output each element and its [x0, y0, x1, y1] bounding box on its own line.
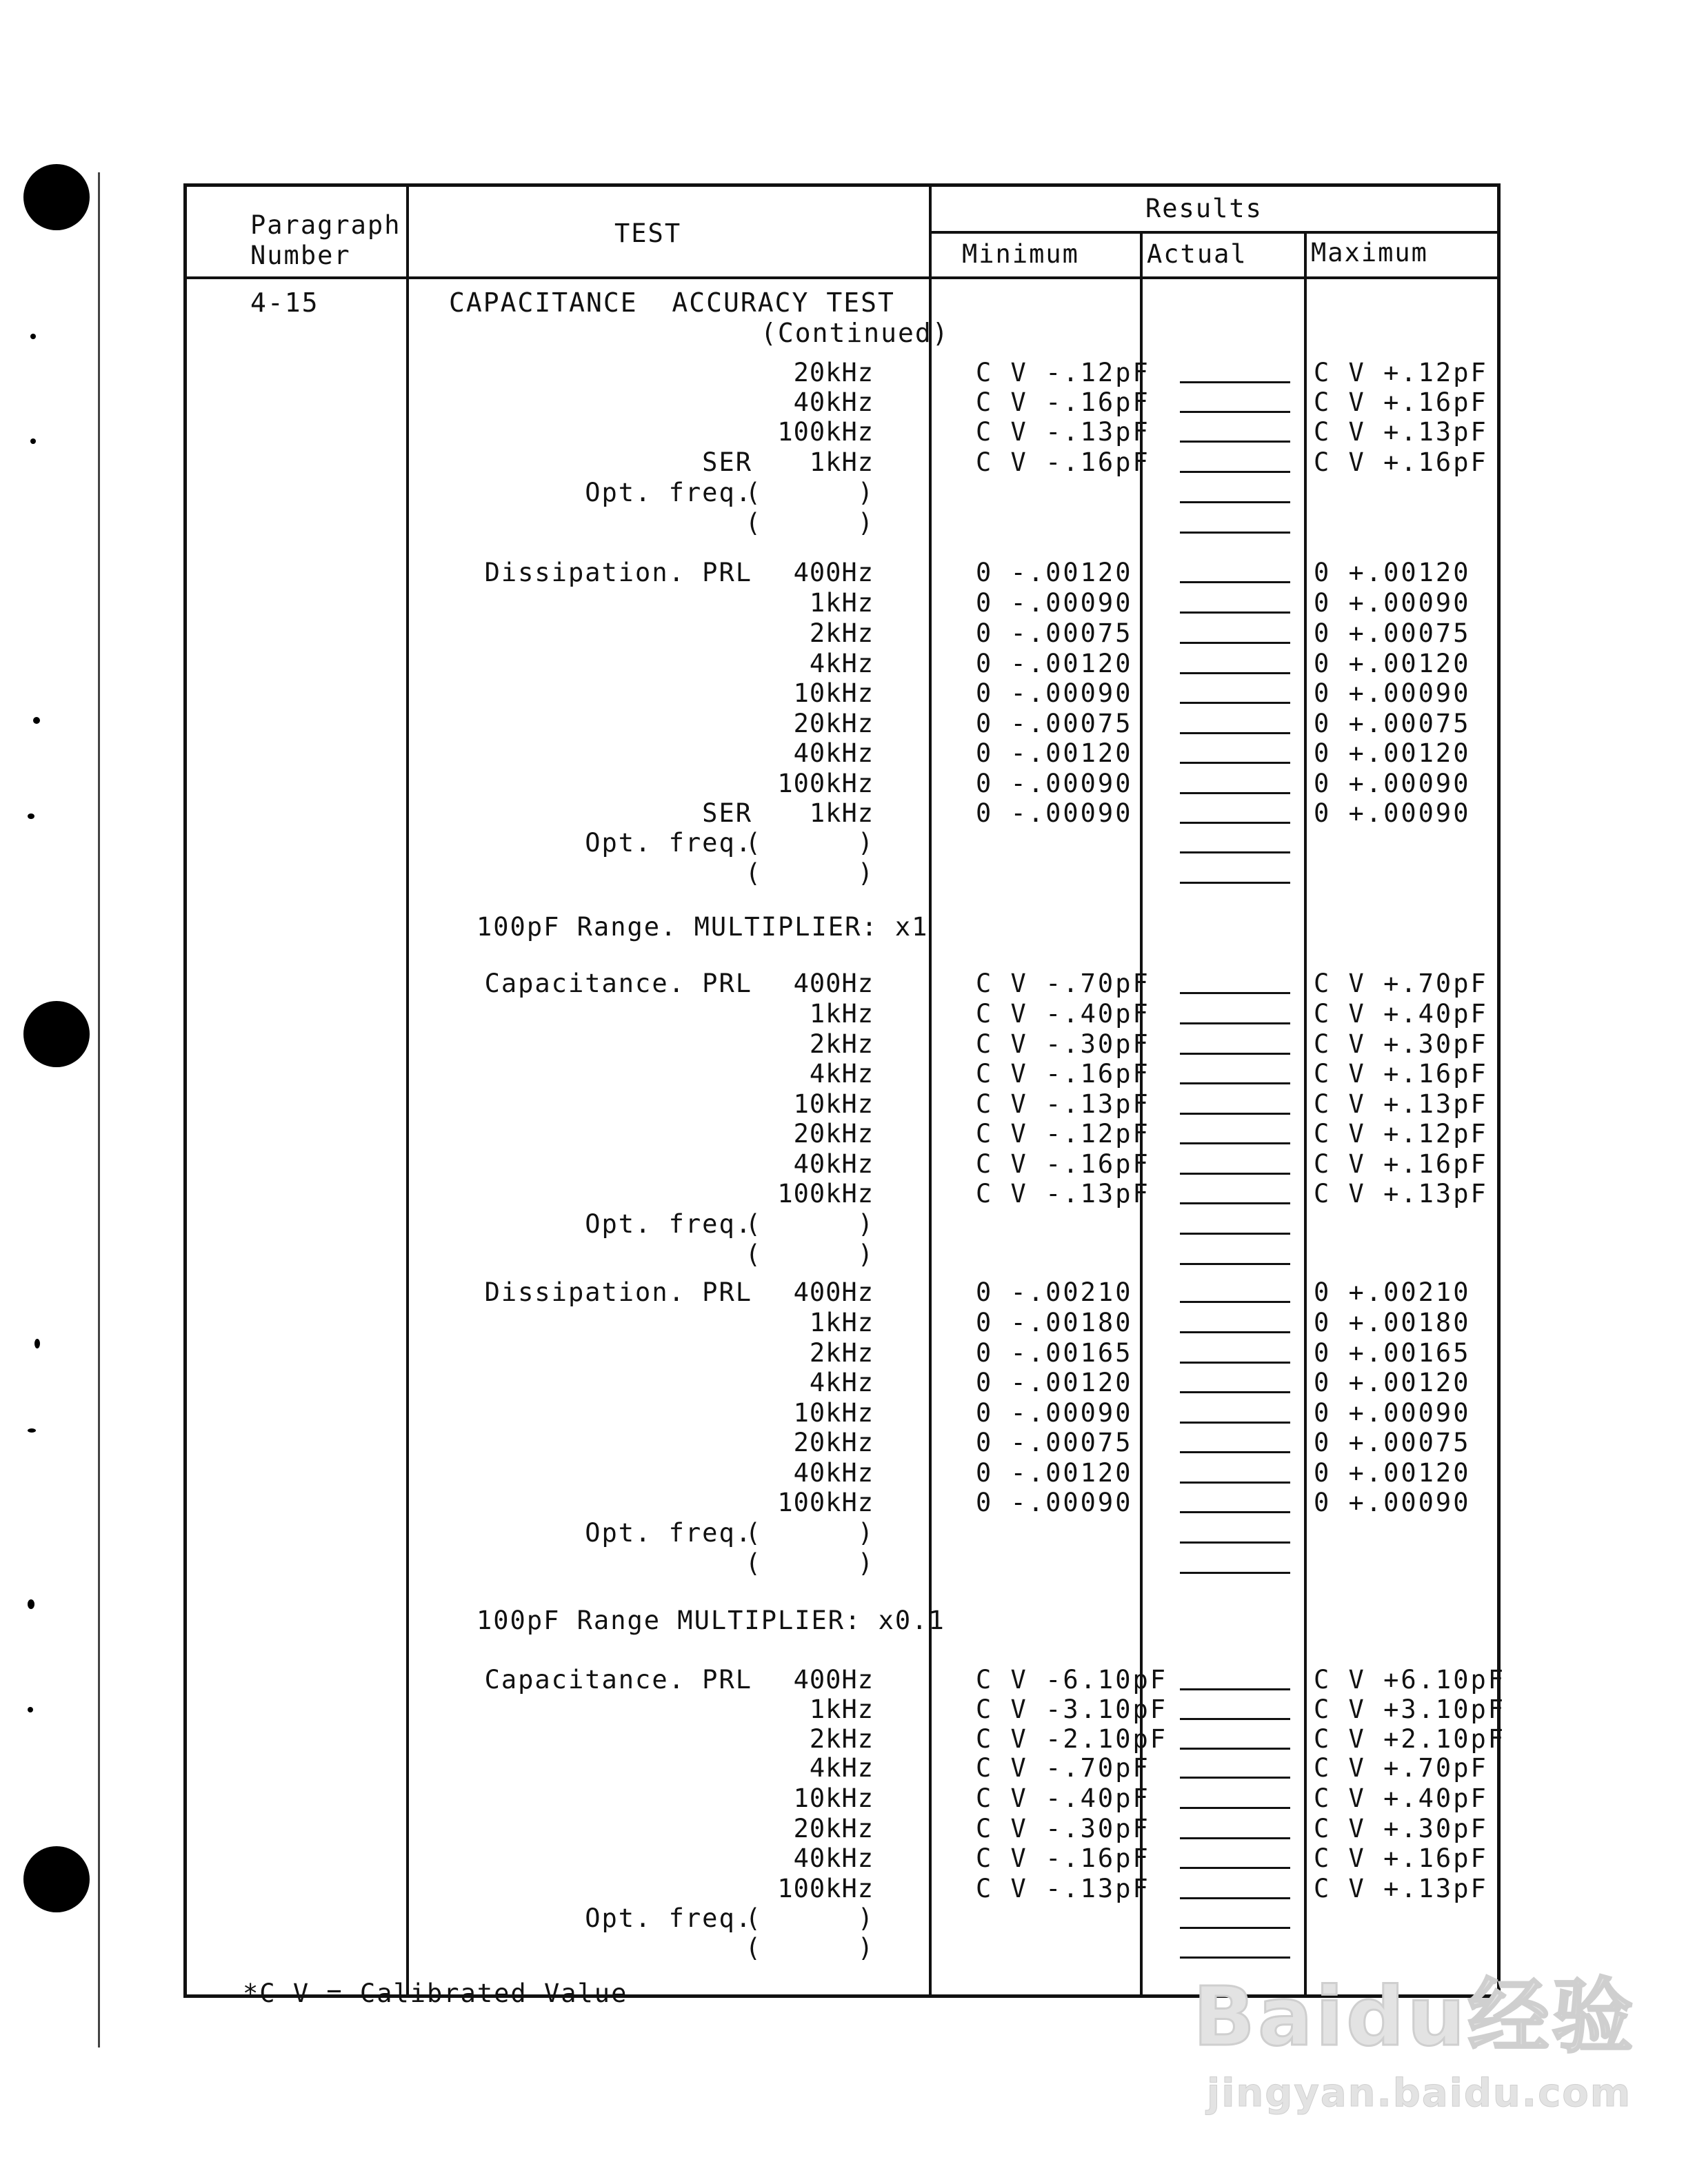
header-results: Results: [1145, 194, 1263, 223]
speck: [28, 1428, 36, 1433]
row-frequency: 40kHz: [793, 1458, 874, 1488]
row-minimum: C V -.13pF: [976, 1179, 1150, 1209]
table-row: [187, 1089, 1497, 1120]
row-minimum: C V -6.10pF: [976, 1665, 1168, 1695]
row-minimum: C V -.30pF: [976, 1029, 1150, 1059]
row-maximum: C V +3.10pF: [1314, 1695, 1506, 1724]
row-minimum: C V -.12pF: [976, 358, 1150, 387]
table-row: [187, 999, 1497, 1029]
row-minimum: 0 -.00180: [976, 1308, 1133, 1337]
row-maximum: 0 +.00120: [1314, 1368, 1471, 1397]
actual-value-blank[interactable]: [1180, 851, 1290, 853]
row-label: SER: [702, 798, 752, 828]
table-row: [187, 678, 1497, 709]
row-frequency: 4kHz: [809, 1059, 874, 1089]
row-minimum: C V -.30pF: [976, 1814, 1150, 1843]
row-maximum: 0 +.00120: [1314, 649, 1471, 678]
binder-hole: [23, 164, 90, 230]
row-maximum: 0 +.00090: [1314, 798, 1471, 828]
row-frequency: 400Hz: [793, 558, 874, 587]
row-frequency: 1kHz: [809, 1695, 874, 1724]
table-row: [187, 709, 1497, 739]
row-label: Opt. freq.: [585, 1518, 752, 1548]
row-frequency: 1kHz: [809, 999, 874, 1029]
row-minimum: C V -.16pF: [976, 387, 1150, 417]
header-test: TEST: [614, 219, 682, 248]
actual-value-blank[interactable]: [1180, 501, 1290, 503]
actual-value-blank[interactable]: [1180, 381, 1290, 383]
row-frequency: 2kHz: [809, 618, 874, 648]
row-maximum: C V +.16pF: [1314, 447, 1488, 477]
row-minimum: C V -.12pF: [976, 1119, 1150, 1149]
row-minimum: 0 -.00090: [976, 1398, 1133, 1428]
actual-value-blank[interactable]: [1180, 532, 1290, 534]
row-frequency: ( ): [745, 1903, 874, 1933]
actual-value-blank[interactable]: [1180, 1422, 1290, 1424]
row-minimum: C V -.70pF: [976, 1753, 1150, 1783]
actual-value-blank[interactable]: [1180, 882, 1290, 884]
table-row: [187, 558, 1497, 588]
speck: [34, 1339, 40, 1348]
row-minimum: 0 -.00210: [976, 1277, 1133, 1307]
row-maximum: C V +.13pF: [1314, 1874, 1488, 1903]
row-frequency: 100kHz: [777, 1179, 874, 1209]
row-minimum: C V -.40pF: [976, 1783, 1150, 1813]
row-frequency: 40kHz: [793, 738, 874, 768]
row-minimum: C V -2.10pF: [976, 1724, 1168, 1754]
row-label: Dissipation. PRL: [484, 558, 752, 587]
row-minimum: C V -.16pF: [976, 1059, 1150, 1089]
row-maximum: 0 +.00075: [1314, 1428, 1471, 1457]
row-frequency: 100kHz: [777, 417, 874, 447]
row-maximum: C V +2.10pF: [1314, 1724, 1506, 1754]
row-frequency: ( ): [745, 1933, 874, 1963]
actual-value-blank[interactable]: [1180, 611, 1290, 614]
row-maximum: C V +.40pF: [1314, 999, 1488, 1029]
paragraph-number: 4-15: [250, 287, 319, 318]
actual-value-blank[interactable]: [1180, 822, 1290, 824]
row-minimum: C V -.13pF: [976, 1874, 1150, 1903]
table-row: [187, 1753, 1497, 1783]
row-maximum: 0 +.00090: [1314, 1488, 1471, 1517]
actual-value-blank[interactable]: [1180, 1897, 1290, 1899]
speck: [28, 1599, 34, 1609]
row-frequency: 10kHz: [793, 1398, 874, 1428]
table-row: [187, 447, 1497, 478]
row-frequency: ( ): [745, 828, 874, 858]
actual-value-blank[interactable]: [1180, 471, 1290, 473]
binder-hole: [23, 1846, 90, 1912]
table-row: [187, 1149, 1497, 1180]
row-frequency: 100kHz: [777, 769, 874, 798]
row-frequency: 20kHz: [793, 709, 874, 738]
header-maximum: Maximum: [1311, 238, 1428, 267]
row-maximum: C V +.16pF: [1314, 387, 1488, 417]
actual-value-blank[interactable]: [1180, 1391, 1290, 1393]
table-row: [187, 1488, 1497, 1518]
row-label: Capacitance. PRL: [484, 1665, 752, 1695]
row-minimum: C V -3.10pF: [976, 1695, 1168, 1724]
actual-value-blank[interactable]: [1180, 1867, 1290, 1869]
table-row: [187, 478, 1497, 508]
speck: [30, 438, 36, 444]
actual-value-blank[interactable]: [1180, 732, 1290, 734]
actual-value-blank[interactable]: [1180, 1927, 1290, 1929]
row-minimum: C V -.70pF: [976, 969, 1150, 998]
actual-value-blank[interactable]: [1180, 1233, 1290, 1235]
row-frequency: 400Hz: [793, 1665, 874, 1695]
row-frequency: 4kHz: [809, 1368, 874, 1397]
row-minimum: 0 -.00090: [976, 588, 1133, 618]
table-row: [187, 1277, 1497, 1308]
row-maximum: C V +.30pF: [1314, 1814, 1488, 1843]
table-row: [187, 387, 1497, 418]
table-row: [187, 1209, 1497, 1240]
table-row: [187, 798, 1497, 829]
actual-value-blank[interactable]: [1180, 441, 1290, 443]
actual-value-blank[interactable]: [1180, 1202, 1290, 1204]
row-minimum: 0 -.00120: [976, 738, 1133, 768]
table-row: [187, 588, 1497, 618]
row-frequency: 400Hz: [793, 969, 874, 998]
row-minimum: C V -.13pF: [976, 417, 1150, 447]
row-frequency: 100kHz: [777, 1874, 874, 1903]
table-row: [187, 1179, 1497, 1209]
row-maximum: C V +.40pF: [1314, 1783, 1488, 1813]
actual-value-blank[interactable]: [1180, 992, 1290, 994]
test-subtitle: (Continued): [761, 318, 950, 348]
table-row: [187, 1428, 1497, 1458]
actual-value-blank[interactable]: [1180, 1142, 1290, 1144]
table-row: [187, 1059, 1497, 1089]
row-maximum: 0 +.00090: [1314, 678, 1471, 708]
table-row: [187, 618, 1497, 649]
row-minimum: C V -.40pF: [976, 999, 1150, 1029]
actual-value-blank[interactable]: [1180, 1082, 1290, 1084]
row-label: Opt. freq.: [585, 1209, 752, 1239]
actual-value-blank[interactable]: [1180, 1777, 1290, 1779]
actual-value-blank[interactable]: [1180, 1482, 1290, 1484]
table-row: [187, 1548, 1497, 1579]
header-actual: Actual: [1147, 239, 1247, 269]
row-maximum: 0 +.00165: [1314, 1338, 1471, 1368]
row-maximum: 0 +.00090: [1314, 1398, 1471, 1428]
row-maximum: C V +.16pF: [1314, 1843, 1488, 1873]
header-rule: [187, 276, 1497, 279]
row-minimum: 0 -.00120: [976, 649, 1133, 678]
row-frequency: 20kHz: [793, 1119, 874, 1149]
row-frequency: ( ): [745, 1518, 874, 1548]
table-row: [187, 858, 1497, 889]
row-maximum: 0 +.00180: [1314, 1308, 1471, 1337]
row-maximum: C V +.16pF: [1314, 1059, 1488, 1089]
row-frequency: 10kHz: [793, 1089, 874, 1119]
table-row: [187, 1695, 1506, 1725]
footnote: *C V = Calibrated Value: [243, 1979, 628, 2008]
actual-value-blank[interactable]: [1180, 1301, 1290, 1303]
row-maximum: 0 +.00120: [1314, 738, 1471, 768]
table-row: [187, 1029, 1497, 1060]
margin-rule: [98, 172, 100, 2048]
actual-value-blank[interactable]: [1180, 1807, 1290, 1809]
row-frequency: ( ): [745, 1209, 874, 1239]
watermark-url: jingyan.baidu.com: [1207, 2071, 1632, 2116]
table-row: [187, 1783, 1497, 1814]
row-minimum: 0 -.00090: [976, 1488, 1133, 1517]
table-row: [187, 1518, 1497, 1548]
row-frequency: ( ): [745, 1548, 874, 1578]
table-row: [187, 1119, 1497, 1149]
row-maximum: C V +.13pF: [1314, 1089, 1488, 1119]
row-label: Opt. freq.: [585, 1903, 752, 1933]
table-row: [187, 1874, 1497, 1904]
table-row: [187, 649, 1497, 679]
row-minimum: 0 -.00075: [976, 1428, 1133, 1457]
table-row: [187, 508, 1497, 538]
table-row: [187, 1724, 1506, 1755]
row-maximum: 0 +.00120: [1314, 1458, 1471, 1488]
row-frequency: ( ): [745, 478, 874, 507]
row-frequency: ( ): [745, 858, 874, 888]
row-label: Capacitance. PRL: [484, 969, 752, 998]
actual-value-blank[interactable]: [1180, 1053, 1290, 1055]
table-row: [187, 738, 1497, 769]
row-maximum: 0 +.00090: [1314, 769, 1471, 798]
actual-value-blank[interactable]: [1180, 1688, 1290, 1690]
row-maximum: C V +.13pF: [1314, 417, 1488, 447]
table-row: [187, 1338, 1497, 1368]
row-frequency: 20kHz: [793, 1428, 874, 1457]
row-maximum: 0 +.00075: [1314, 618, 1471, 648]
row-label: Dissipation. PRL: [484, 1277, 752, 1307]
speck: [30, 334, 36, 339]
row-minimum: 0 -.00090: [976, 798, 1133, 828]
actual-value-blank[interactable]: [1180, 762, 1290, 764]
actual-value-blank[interactable]: [1180, 1748, 1290, 1750]
speck: [28, 1707, 33, 1712]
actual-value-blank[interactable]: [1180, 411, 1290, 413]
row-minimum: 0 -.00120: [976, 1458, 1133, 1488]
row-frequency: 1kHz: [809, 798, 874, 828]
section-heading: 100pF Range MULTIPLIER: x0.1: [477, 1606, 945, 1635]
row-frequency: ( ): [745, 508, 874, 538]
row-frequency: 100kHz: [777, 1488, 874, 1517]
actual-value-blank[interactable]: [1180, 672, 1290, 674]
actual-value-blank[interactable]: [1180, 1331, 1290, 1333]
table-row: [187, 969, 1497, 999]
row-frequency: 2kHz: [809, 1724, 874, 1754]
row-frequency: 40kHz: [793, 1843, 874, 1873]
row-frequency: 2kHz: [809, 1338, 874, 1368]
row-frequency: 4kHz: [809, 649, 874, 678]
row-maximum: 0 +.00210: [1314, 1277, 1471, 1307]
row-maximum: 0 +.00090: [1314, 588, 1471, 618]
row-minimum: 0 -.00090: [976, 678, 1133, 708]
table-row: [187, 358, 1497, 388]
row-label: Opt. freq.: [585, 828, 752, 858]
row-maximum: C V +.70pF: [1314, 1753, 1488, 1783]
table-row: [187, 417, 1497, 447]
table-row: [187, 1308, 1497, 1338]
actual-value-blank[interactable]: [1180, 1173, 1290, 1175]
table-row: [187, 1903, 1497, 1934]
table-row: [187, 1368, 1497, 1398]
table-row: [187, 1398, 1497, 1428]
section-heading: 100pF Range. MULTIPLIER: x1: [477, 912, 929, 942]
header-minimum: Minimum: [962, 239, 1079, 269]
row-maximum: 0 +.00075: [1314, 709, 1471, 738]
watermark: [1193, 1951, 1636, 2116]
row-maximum: C V +.12pF: [1314, 358, 1488, 387]
row-frequency: 10kHz: [793, 678, 874, 708]
row-label: Opt. freq.: [585, 478, 752, 507]
results-table: [183, 183, 1506, 1998]
actual-value-blank[interactable]: [1180, 1451, 1290, 1453]
table-row: [187, 1458, 1497, 1488]
actual-value-blank[interactable]: [1180, 792, 1290, 794]
row-frequency: 4kHz: [809, 1753, 874, 1783]
row-frequency: 40kHz: [793, 1149, 874, 1179]
table-row: [187, 828, 1497, 858]
row-maximum: C V +.13pF: [1314, 1179, 1488, 1209]
actual-value-blank[interactable]: [1180, 1113, 1290, 1115]
row-minimum: C V -.16pF: [976, 447, 1150, 477]
row-minimum: C V -.16pF: [976, 1843, 1150, 1873]
header-paragraph-number: Paragraph Number: [250, 210, 401, 270]
row-minimum: 0 -.00120: [976, 558, 1133, 587]
actual-value-blank[interactable]: [1180, 642, 1290, 644]
row-minimum: C V -.13pF: [976, 1089, 1150, 1119]
speck: [33, 717, 40, 724]
table-row: [187, 1843, 1497, 1874]
actual-value-blank[interactable]: [1180, 1572, 1290, 1574]
row-frequency: 400Hz: [793, 1277, 874, 1307]
actual-value-blank[interactable]: [1180, 1022, 1290, 1024]
row-frequency: 20kHz: [793, 1814, 874, 1843]
actual-value-blank[interactable]: [1180, 1837, 1290, 1839]
row-minimum: 0 -.00120: [976, 1368, 1133, 1397]
actual-value-blank[interactable]: [1180, 1541, 1290, 1544]
table-row: [187, 1665, 1506, 1695]
actual-value-blank[interactable]: [1180, 1718, 1290, 1720]
row-maximum: C V +.70pF: [1314, 969, 1488, 998]
row-frequency: 1kHz: [809, 1308, 874, 1337]
row-minimum: 0 -.00075: [976, 709, 1133, 738]
row-maximum: C V +.30pF: [1314, 1029, 1488, 1059]
row-frequency: 1kHz: [809, 588, 874, 618]
actual-value-blank[interactable]: [1180, 1511, 1290, 1513]
row-label: SER: [702, 447, 752, 477]
row-minimum: 0 -.00165: [976, 1338, 1133, 1368]
row-frequency: ( ): [745, 1240, 874, 1269]
row-frequency: 1kHz: [809, 447, 874, 477]
actual-value-blank[interactable]: [1180, 581, 1290, 583]
row-maximum: C V +.12pF: [1314, 1119, 1488, 1149]
row-maximum: C V +.16pF: [1314, 1149, 1488, 1179]
watermark-brand: Baidu经验: [1193, 1969, 1636, 2064]
actual-value-blank[interactable]: [1180, 1263, 1290, 1265]
row-minimum: 0 -.00090: [976, 769, 1133, 798]
binder-hole: [23, 1001, 90, 1067]
row-frequency: 2kHz: [809, 1029, 874, 1059]
row-frequency: 40kHz: [793, 387, 874, 417]
actual-value-blank[interactable]: [1180, 702, 1290, 704]
table-row: [187, 769, 1497, 799]
row-frequency: 10kHz: [793, 1783, 874, 1813]
row-minimum: 0 -.00075: [976, 618, 1133, 648]
row-maximum: 0 +.00120: [1314, 558, 1471, 587]
row-frequency: 20kHz: [793, 358, 874, 387]
row-maximum: C V +6.10pF: [1314, 1665, 1506, 1695]
speck: [28, 813, 34, 819]
actual-value-blank[interactable]: [1180, 1362, 1290, 1364]
row-minimum: C V -.16pF: [976, 1149, 1150, 1179]
table-row: [187, 1240, 1497, 1270]
test-title: CAPACITANCE ACCURACY TEST: [449, 287, 895, 318]
table-row: [187, 1814, 1497, 1844]
header-rule: [929, 231, 1497, 234]
